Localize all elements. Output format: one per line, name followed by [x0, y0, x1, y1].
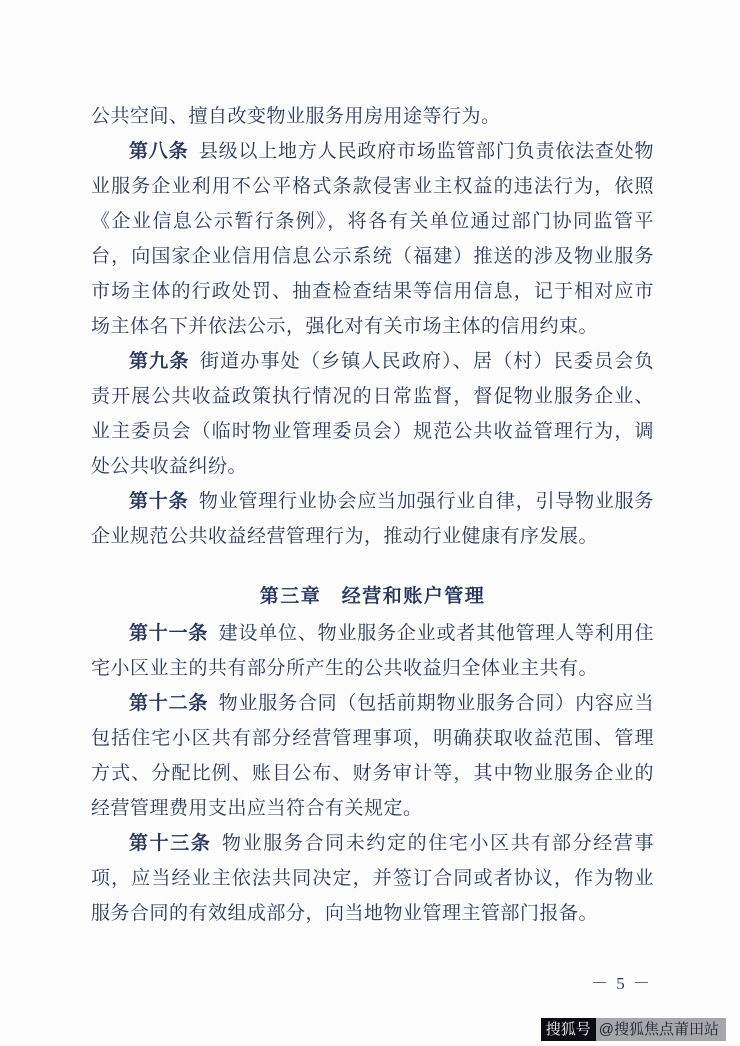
chapter-heading: 第三章 经营和账户管理 [259, 586, 486, 607]
paragraph-article-12 [91, 686, 654, 826]
paragraph-continuation: 公共空间、擅自改变物业服务用房用途等行为。 [91, 106, 501, 127]
article-number-8: 第八条 [129, 141, 189, 162]
watermark-label: 搜狐号 [541, 1018, 596, 1041]
paragraph-article-13 [91, 826, 654, 931]
article-number-13: 第十三条 [129, 833, 212, 854]
article-text-10: 物业管理行业协会应当加强行业自律，引导物业服务企业规范公共收益经营管理行为，推动行业健康有序发展。 [91, 491, 654, 547]
article-number-10: 第十条 [129, 491, 189, 512]
watermark [541, 1018, 726, 1041]
paragraph-article-11 [91, 616, 654, 686]
article-number-9: 第九条 [129, 351, 190, 372]
article-number-12: 第十二条 [129, 693, 209, 714]
page-number: － 5 － [591, 974, 652, 993]
article-text-13: 物业服务合同未约定的住宅小区共有部分经营事项，应当经业主依法共同决定，并签订合同或者协议，作为物业服务合同的有效组成部分，向当地物业管理主管部门报备。 [91, 833, 654, 924]
article-text-12: 物业服务合同（包括前期物业服务合同）内容应当包括住宅小区共有部分经营管理事项，明确获取收益范围、管理方式、分配比例、账目公布、财务审计等，其中物业服务企业的经营管理费用支出应当符合有关规定。 [91, 693, 654, 819]
paragraph-article-10 [91, 484, 654, 554]
article-text-9: 街道办事处（乡镇人民政府）、居（村）民委员会负责开展公共收益政策执行情况的日常监督，督促物业服务企业、业主委员会（临时物业管理委员会）规范公共收益管理行为，调处公共收益纠纷。 [91, 351, 654, 477]
watermark-account: @搜狐焦点莆田站 [596, 1018, 726, 1041]
article-text-11: 建设单位、物业服务企业或者其他管理人等利用住宅小区业主的共有部分所产生的公共收益归全体业主共有。 [91, 623, 654, 679]
article-text-8: 县级以上地方人民政府市场监管部门负责依法查处物业服务企业利用不公平格式条款侵害业主权益的违法行为，依照《企业信息公示暂行条例》，将各有关单位通过部门协同监管平台，向国家企业信用信息公示系统（福建）推送的涉及物业服务市场主体的行政处罚、抽查检查结果等信用信息，记于相对应市场主体名下并依法公示，强化对有关市场主体的信用约束。 [91, 141, 654, 337]
paragraph-article-8 [91, 134, 654, 344]
article-number-11: 第十一条 [129, 623, 209, 644]
paragraph-article-9 [91, 344, 654, 484]
document-content [91, 99, 654, 931]
